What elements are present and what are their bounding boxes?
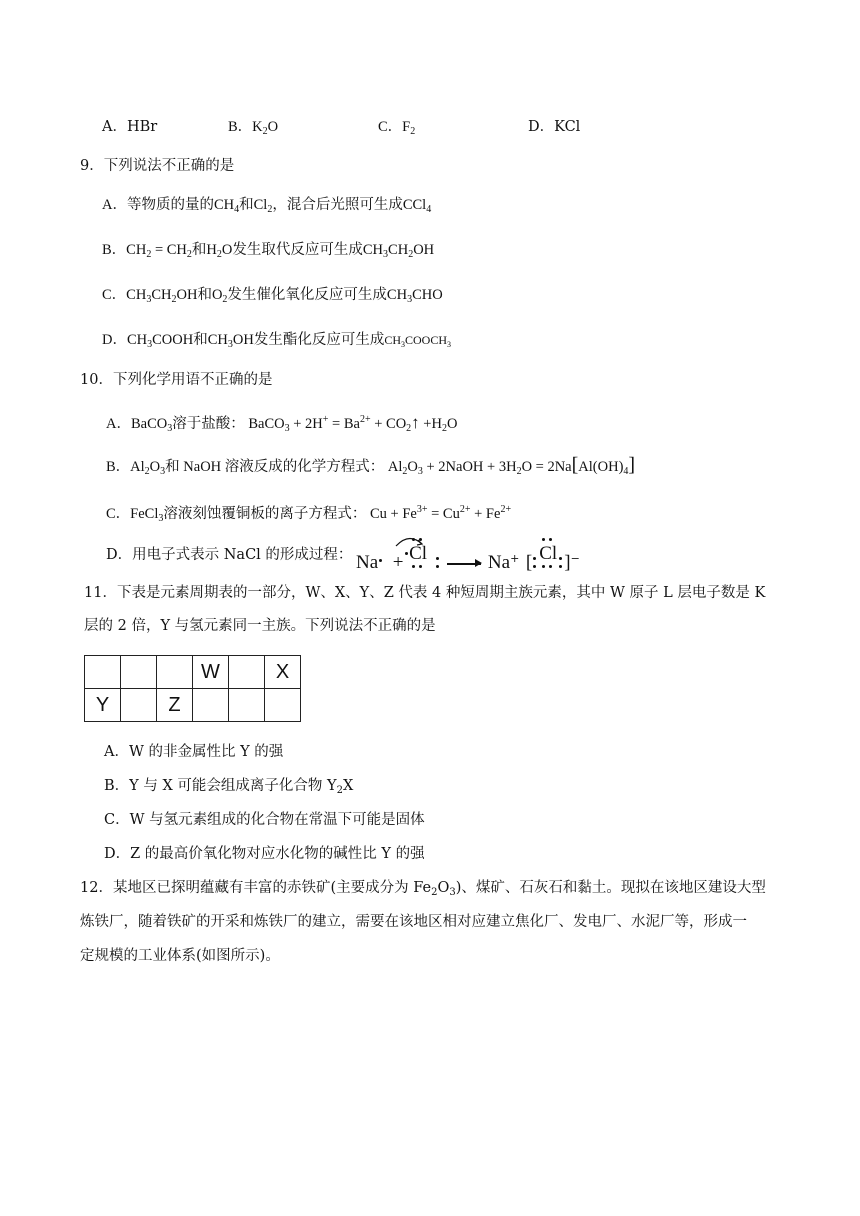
q10-option-d <box>106 545 352 565</box>
q8-option-c-label: C． <box>378 119 403 135</box>
q11-option-b <box>104 776 353 801</box>
option-label: C． <box>106 506 131 522</box>
q8-option-d-text: D．KCl <box>528 119 581 135</box>
nacl-electron-formula <box>356 538 580 579</box>
charge-superscript: 3+ <box>416 504 428 515</box>
formula-part: CH <box>386 287 408 303</box>
equation-part: Cu + Fe <box>370 506 417 522</box>
formula-subscript: 2 <box>402 466 408 477</box>
paragraph-text: )、煤矿、石灰石和黏土。现拟在该地区建设大型 <box>455 880 766 896</box>
chloride-ion <box>538 538 558 568</box>
formula-part: COOH <box>152 332 194 348</box>
bracket-close: ] <box>628 454 636 476</box>
formula-subscript: 3 <box>158 513 164 524</box>
formula-part: BaCO <box>130 416 168 432</box>
q12-stem-line-1 <box>80 878 766 903</box>
option-text: 和 <box>239 197 254 213</box>
formula-part: OH <box>232 332 254 348</box>
periodic-table-fragment <box>84 655 301 722</box>
table-cell: Z <box>157 689 193 722</box>
q10-option-b <box>106 455 635 482</box>
formula-subscript: 2 <box>186 249 192 260</box>
formula-subscript: 2 <box>222 294 228 305</box>
table-cell <box>121 689 157 722</box>
equation-part: = Ba <box>328 416 360 432</box>
table-cell <box>265 689 301 722</box>
formula-subscript: 2 <box>146 249 152 260</box>
formula-part: CH <box>207 332 228 348</box>
paragraph-text: 12．某地区已探明蕴藏有丰富的赤铁矿(主要成分为 Fe <box>80 880 432 896</box>
option-text: 用电子式表示 NaCl 的形成过程： <box>132 547 353 563</box>
equation-part: + Fe <box>470 506 501 522</box>
paragraph-text: O <box>437 880 450 896</box>
formula-part: O <box>211 287 223 303</box>
formula-subscript: 3 <box>449 887 456 898</box>
formula-subscript: 3 <box>284 423 290 434</box>
formula-subscript: 2 <box>441 423 447 434</box>
formula-subscript: 3 <box>227 339 233 350</box>
table-cell <box>85 656 121 689</box>
formula-part: CHO <box>412 287 443 303</box>
q9-option-b <box>102 240 434 265</box>
formula-subscript: 3 <box>401 340 406 349</box>
formula-subscript: 3 <box>160 466 166 477</box>
option-text: 溶于盐酸： <box>172 416 245 432</box>
formula-part: H <box>206 242 217 258</box>
formula-part: CH <box>388 242 409 258</box>
q11-stem <box>84 577 784 643</box>
formula-subscript: 3 <box>167 423 173 434</box>
option-label: B． <box>106 459 131 475</box>
formula-part: O <box>267 119 279 135</box>
formula-part: F <box>402 119 411 135</box>
option-text: 和 NaOH 溶液反成的化学方程式： <box>165 459 385 475</box>
formula-part: CH <box>126 242 147 258</box>
formula-part: Cl <box>253 197 268 213</box>
formula-subscript: 2 <box>408 249 414 260</box>
table-cell: X <box>265 656 301 689</box>
formula-subscript: 2 <box>144 466 150 477</box>
gas-arrow: ↑ <box>411 413 420 432</box>
bracket-open: [ <box>525 552 533 573</box>
plus-sign: + <box>392 552 404 573</box>
charge-superscript: 2+ <box>459 504 471 515</box>
q11-option-c: C．W 与氢元素组成的化合物在常温下可能是固体 <box>104 812 425 828</box>
sodium-ion-symbol: Na <box>487 552 511 573</box>
chlorine-side-dots <box>435 548 441 568</box>
table-cell <box>121 656 157 689</box>
q9-option-a <box>102 195 431 220</box>
option-text: 和 <box>191 242 207 258</box>
formula-subscript: 2 <box>267 204 273 215</box>
q12-stem-line-3: 定规模的工业体系(如图所示)。 <box>80 948 280 964</box>
option-label: D． <box>102 332 127 348</box>
formula-subscript: 4 <box>426 204 432 215</box>
formula-subscript: 3 <box>147 339 153 350</box>
formula-part: CH <box>151 287 172 303</box>
table-cell: W <box>193 656 229 689</box>
q8-option-b-label: B． <box>228 119 253 135</box>
equation-part: + 2NaOH + 3H <box>422 459 517 475</box>
equation-part: + 2H <box>289 416 323 432</box>
q11-stem-line-1: 11．下表是元素周期表的一部分，W、X、Y、Z 代表 4 种短周期主族元素，其中 W 原子 L 层电子数是 K <box>84 585 766 601</box>
q12-stem-line-2: 炼铁厂，随着铁矿的开采和炼铁厂的建立，需要在该地区相对应建立焦化厂、发电厂、水泥厂等，形成一 <box>80 914 747 930</box>
chlorine-atom <box>408 538 430 568</box>
q9-option-c <box>102 285 443 310</box>
formula-part: Al <box>130 459 145 475</box>
equation-part: + CO <box>370 416 407 432</box>
formula-subscript: 4 <box>623 466 629 477</box>
periodic-table-row <box>85 689 301 722</box>
equation-part: = Cu <box>427 506 460 522</box>
formula-part: = CH <box>151 242 187 258</box>
formula-subscript: 2 <box>171 294 177 305</box>
chlorine-symbol: Cl <box>409 543 428 564</box>
q8-option-a <box>102 117 157 137</box>
sodium-electron-dot <box>378 548 384 568</box>
table-cell <box>229 689 265 722</box>
chloride-charge: − <box>570 552 580 565</box>
q11-option-a: A．W 的非金属性比 Y 的强 <box>104 744 284 760</box>
formula-part: O <box>221 242 233 258</box>
charge-superscript: 2+ <box>359 414 371 425</box>
option-text: X <box>342 778 354 794</box>
table-cell <box>193 689 229 722</box>
formula-subscript: 3 <box>447 340 452 349</box>
formula-part: CH <box>213 197 235 213</box>
q10-stem: 10．下列化学用语不正确的是 <box>80 372 273 388</box>
sodium-symbol: Na <box>356 552 379 573</box>
option-text: 和 <box>193 332 208 348</box>
formula-subscript: 2 <box>431 887 438 898</box>
formula-part: COOCH <box>405 333 448 347</box>
formula-subscript: 2 <box>216 249 222 260</box>
option-label: B． <box>102 242 127 258</box>
formula-subscript: 4 <box>234 204 240 215</box>
sodium-ion-charge: + <box>510 552 520 565</box>
option-text: 和 <box>197 287 212 303</box>
formula-part: O <box>149 459 161 475</box>
formula-subscript: 3 <box>146 294 152 305</box>
formula-subscript: 3 <box>407 294 413 305</box>
q10-option-c <box>106 500 511 529</box>
charge-superscript: 2+ <box>500 504 512 515</box>
formula-subscript: 3 <box>417 466 423 477</box>
formula-subscript: 3 <box>383 249 389 260</box>
equation-part: Al <box>387 459 403 475</box>
q8-option-b <box>228 117 278 142</box>
option-text: 等物质的量的 <box>126 197 214 213</box>
formula-part: K <box>252 119 263 135</box>
equation-part: Al(OH) <box>578 459 624 475</box>
formula-part: OH <box>176 287 198 303</box>
q11-stem-line-2: 层的 2 倍，Y 与氢元素同一主族。下列说法不正确的是 <box>84 618 436 634</box>
formula-part: CCl <box>402 197 427 213</box>
q8-option-a-text: A．HBr <box>102 119 158 135</box>
table-cell <box>229 656 265 689</box>
formula-subscript: 2 <box>262 126 268 137</box>
formula-subscript: 2 <box>410 126 416 137</box>
option-text: 发生催化氧化反应可生成 <box>227 287 387 303</box>
equation-part: O <box>446 416 458 432</box>
table-cell: Y <box>85 689 121 722</box>
q10-option-a <box>106 410 457 439</box>
option-text: 溶液刻蚀覆铜板的离子方程式： <box>163 506 367 522</box>
option-text: ，混合后光照可生成 <box>272 197 403 213</box>
option-text: 发生取代反应可生成 <box>232 242 363 258</box>
q8-option-c <box>378 117 415 142</box>
option-text: B．Y 与 X 可能会组成离子化合物 Y <box>104 778 337 794</box>
q9-stem: 9．下列说法不正确的是 <box>80 158 235 174</box>
formula-subscript: 2 <box>336 785 343 796</box>
formula-subscript: 2 <box>406 423 412 434</box>
option-label: A． <box>102 197 127 213</box>
equation-part: BaCO <box>248 416 285 432</box>
equation-part: O = 2Na <box>521 459 572 475</box>
formula-part: OH <box>413 242 435 258</box>
option-label: A． <box>106 416 131 432</box>
periodic-table-row <box>85 656 301 689</box>
equation-part: O <box>407 459 418 475</box>
q9-option-d <box>102 330 451 355</box>
table-cell <box>157 656 193 689</box>
option-label: D． <box>106 547 133 563</box>
formula-part: CH <box>126 332 148 348</box>
ester-formula <box>384 333 451 347</box>
q8-option-d <box>528 117 580 137</box>
equation-part: +H <box>419 416 442 432</box>
q11-option-d: D．Z 的最高价氧化物对应水化物的碱性比 Y 的强 <box>104 846 425 862</box>
bracket-open: [ <box>571 454 579 476</box>
option-text: 发生酯化反应可生成 <box>253 332 385 348</box>
formula-part: CH <box>362 242 384 258</box>
chloride-symbol: Cl <box>539 543 558 564</box>
reaction-arrow-icon <box>447 563 481 564</box>
formula-subscript: 2 <box>516 466 522 477</box>
charge-superscript: + <box>322 414 329 425</box>
option-label: C． <box>102 287 127 303</box>
bracket-close: ] <box>564 552 571 573</box>
formula-part: CH <box>384 333 402 347</box>
formula-part: FeCl <box>130 506 159 522</box>
formula-part: CH <box>126 287 147 303</box>
